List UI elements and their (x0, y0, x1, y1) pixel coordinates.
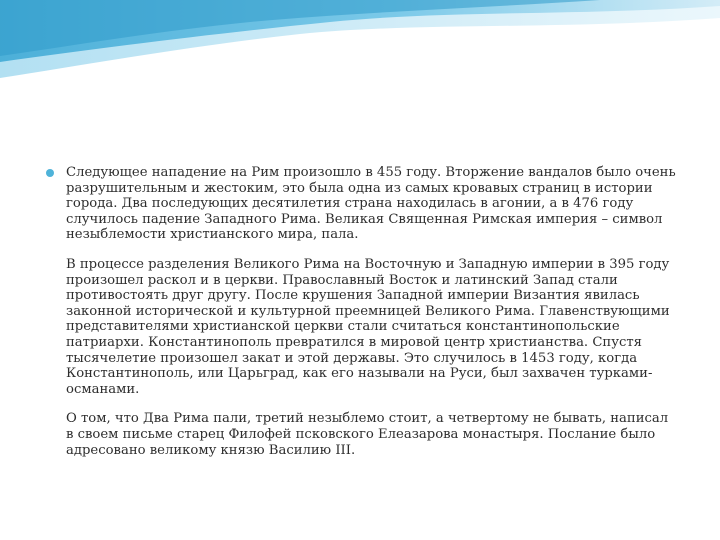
paragraph-3-text: О том, что Два Рима пали, третий незыблемо стоит, а четвертому не бывать, написал в своем письме старец Филофей псковского Елеазарова монастыря. Послание было адресовано великому князю Василию III. (66, 411, 669, 458)
paragraph-2 (46, 257, 676, 397)
header-wave-decoration (0, 0, 720, 110)
paragraph-3 (46, 411, 676, 458)
paragraph-1-text: Следующее нападение на Рим произошло в 455 году. Вторжение вандалов было очень разрушительным и жестоким, это была одна из самых кровавых страниц в истории города. Два последующих десятилетия страна находилась в агонии, а в 476 году случилось падение Западного Рима. Великая Священная Римская империя – символ незыблемости христианского мира, пала. (66, 165, 676, 243)
bullet-icon (46, 169, 54, 177)
paragraph-2-text: В процессе разделения Великого Рима на Восточную и Западную империи в 395 году произошел раскол и в церкви. Православный Восток и латинский Запад стали противостоять друг другу. После крушения Западной империи Византия явилась законной исторической и культурной преемницей Великого Рима. Главенствующими представителями христианской церкви стали считаться константинопольские патриархи. Константинополь превратился в мировой центр христианства. Спустя тысячелетие произошел закат и этой державы. Это случилось в 1453 году, когда Константинополь, или Царьград, как его называли на Руси, был захвачен турками-османами. (66, 256, 670, 397)
content-area (46, 165, 676, 472)
paragraph-1 (46, 165, 676, 243)
